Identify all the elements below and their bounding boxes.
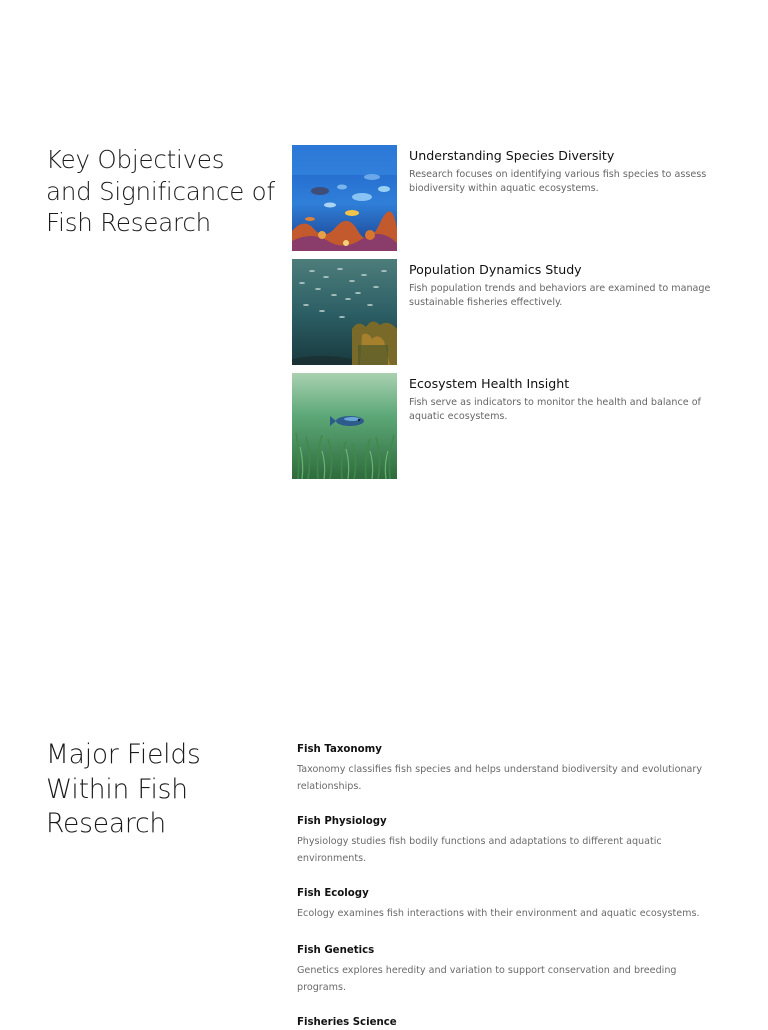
field-item — [297, 815, 727, 867]
objective-heading: Understanding Species Diversity — [409, 148, 615, 163]
objective-item — [292, 145, 732, 251]
field-item — [297, 743, 727, 795]
objectives-section-title: Key Objectives and Significance of Fish Research — [46, 145, 275, 237]
objective-heading: Ecosystem Health Insight — [409, 376, 570, 391]
field-name: Fish Ecology — [297, 888, 369, 899]
fields-section-title: Major Fields Within Fish Research — [46, 739, 201, 839]
seagrass-fish-photo — [292, 373, 397, 479]
objective-description: Fish serve as indicators to monitor the health and balance of aquatic ecosystems. — [409, 397, 701, 422]
objective-description: Research focuses on identifying various fish species to assess biodiversity within aquatic ecosystems. — [409, 169, 707, 194]
field-description: Ecology examines fish interactions with their environment and aquatic ecosystems. — [297, 908, 700, 919]
field-name: Fish Physiology — [297, 816, 387, 827]
field-name: Fish Taxonomy — [297, 744, 382, 755]
field-name: Fish Genetics — [297, 945, 375, 956]
fish-school-photo — [292, 259, 397, 365]
field-description: Taxonomy classifies fish species and helps understand biodiversity and evolutionary relationships. — [297, 764, 703, 792]
objective-description: Fish population trends and behaviors are examined to manage sustainable fisheries effectively. — [409, 283, 711, 308]
field-item — [297, 887, 727, 923]
field-description: Genetics explores heredity and variation to support conservation and breeding programs. — [297, 965, 677, 993]
objective-heading: Population Dynamics Study — [409, 262, 582, 277]
objective-item — [292, 373, 732, 479]
field-item — [297, 944, 727, 996]
reef-fish-photo — [292, 145, 397, 251]
field-name: Fisheries Science — [297, 1017, 397, 1028]
field-item — [297, 1016, 727, 1030]
objective-item — [292, 259, 732, 365]
field-description: Physiology studies fish bodily functions and adaptations to different aquatic environments. — [297, 836, 662, 864]
